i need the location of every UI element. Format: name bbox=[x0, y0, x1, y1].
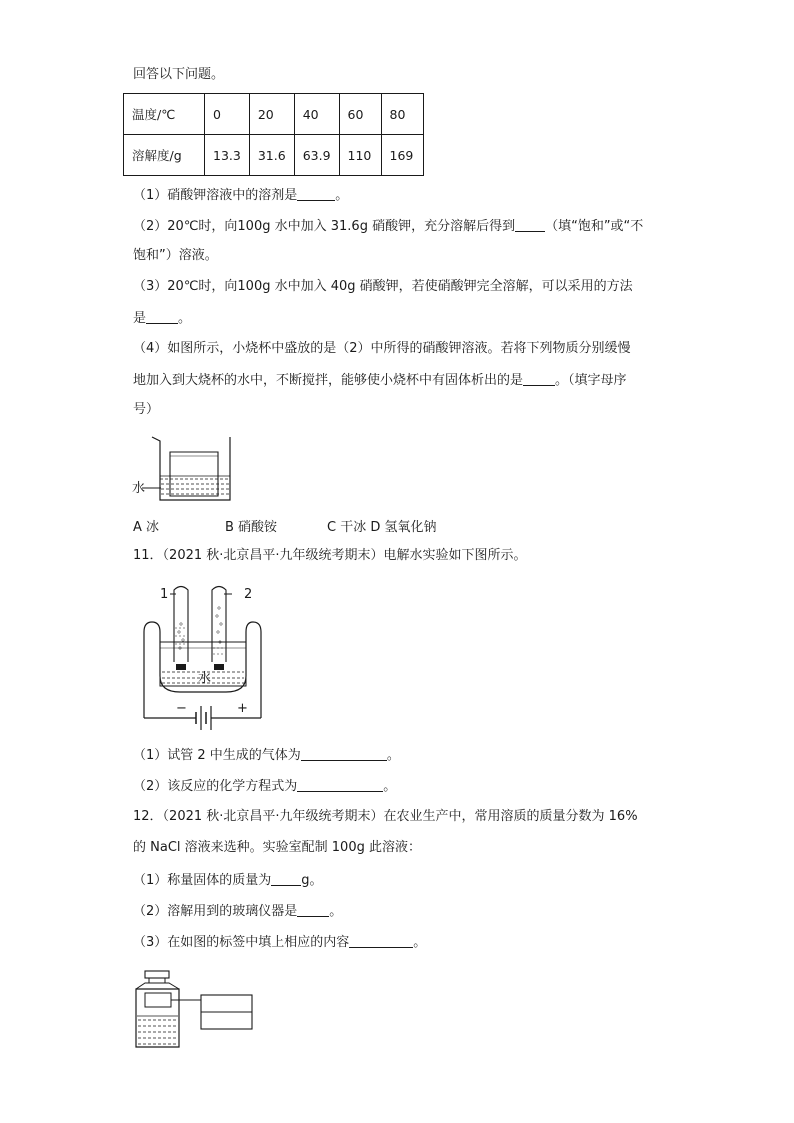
q12-part1 bbox=[133, 871, 323, 890]
q10-part3a: （3）20℃时，向100g 水中加入 40g 硝酸钾，若使硝酸钾完全溶解，可以采用的方法 bbox=[133, 279, 633, 294]
table-cell: 温度/℃ bbox=[124, 94, 205, 135]
q12-part2-end: 。 bbox=[329, 904, 343, 919]
answer-blank[interactable] bbox=[297, 902, 329, 917]
answer-blank[interactable] bbox=[523, 371, 555, 386]
q10-part4a: （4）如图所示，小烧杯中盛放的是（2）中所得的硝酸钾溶液。若将下列物质分别缓慢 bbox=[133, 341, 631, 356]
q12-part3 bbox=[133, 933, 426, 952]
tube1-label: 1 bbox=[160, 587, 169, 602]
q10-part3b-end: 。 bbox=[178, 311, 192, 326]
q10-part1-text: （1）硝酸钾溶液中的溶剂是 bbox=[133, 188, 298, 203]
q11-part2-text: （2）该反应的化学方程式为 bbox=[133, 779, 298, 794]
table-cell: 20 bbox=[249, 94, 294, 135]
q12-part2-text: （2）溶解用到的玻璃仪器是 bbox=[133, 904, 298, 919]
table-cell: 0 bbox=[205, 94, 250, 135]
table-cell: 169 bbox=[381, 135, 423, 176]
answer-blank[interactable] bbox=[297, 777, 383, 792]
q11-part2-end: 。 bbox=[383, 779, 397, 794]
q10-part2a-text: （2）20℃时，向100g 水中加入 31.6g 硝酸钾，充分溶解后得到 bbox=[133, 219, 516, 234]
q11-part1 bbox=[133, 746, 400, 765]
q12-part1-end: g。 bbox=[301, 873, 323, 888]
answer-blank[interactable] bbox=[349, 933, 413, 948]
table-cell: 110 bbox=[339, 135, 381, 176]
table-cell: 溶解度/g bbox=[124, 135, 205, 176]
q12-title-a: 12．（2021 秋·北京昌平·九年级统考期末）在农业生产中，常用溶质的质量分数为 16% bbox=[133, 809, 638, 824]
q11-title: 11．（2021 秋·北京昌平·九年级统考期末）电解水实验如下图所示。 bbox=[133, 548, 527, 563]
solubility-table bbox=[123, 93, 424, 176]
q10-part4b bbox=[133, 371, 627, 390]
reagent-bottle-figure bbox=[133, 970, 258, 1050]
q10-part2a bbox=[133, 217, 643, 236]
q12-part2 bbox=[133, 902, 342, 921]
q12-part3-text: （3）在如图的标签中填上相应的内容 bbox=[133, 935, 350, 950]
q11-part2 bbox=[133, 777, 396, 796]
intro-text: 回答以下问题。 bbox=[133, 67, 225, 82]
beaker-figure bbox=[130, 430, 240, 505]
table-row bbox=[124, 94, 424, 135]
answer-blank[interactable] bbox=[146, 309, 178, 324]
water-label: 水 bbox=[132, 481, 146, 496]
plus-label: + bbox=[237, 701, 248, 716]
q10-part1 bbox=[133, 186, 348, 205]
table-cell: 40 bbox=[294, 94, 339, 135]
table-row bbox=[124, 135, 424, 176]
table-cell: 80 bbox=[381, 94, 423, 135]
q10-part3b bbox=[133, 309, 191, 328]
q10-part4b-end: 。（填字母序 bbox=[555, 373, 627, 388]
q10-part4c: 号） bbox=[133, 402, 160, 417]
q10-part1-end: 。 bbox=[335, 188, 349, 203]
tube2-label: 2 bbox=[244, 587, 253, 602]
q10-part2a-end: （填“饱和”或“不 bbox=[545, 219, 644, 234]
trough-water-label: 水 bbox=[198, 671, 212, 686]
answer-blank[interactable] bbox=[301, 746, 387, 761]
option-cd[interactable]: C 干冰 D 氢氧化钠 bbox=[327, 520, 437, 535]
answer-blank[interactable] bbox=[297, 186, 335, 201]
q10-part3b-text: 是 bbox=[133, 311, 147, 326]
q10-part2b: 饱和”）溶液。 bbox=[133, 248, 218, 263]
q12-title-b: 的 NaCl 溶液来选种。实验室配制 100g 此溶液： bbox=[133, 840, 421, 855]
answer-blank[interactable] bbox=[515, 217, 545, 232]
table-cell: 60 bbox=[339, 94, 381, 135]
minus-label: − bbox=[176, 701, 187, 716]
table-cell: 31.6 bbox=[249, 135, 294, 176]
table-cell: 13.3 bbox=[205, 135, 250, 176]
q10-part4b-text: 地加入到大烧杯的水中，不断搅拌，能够使小烧杯中有固体析出的是 bbox=[133, 373, 524, 388]
answer-blank[interactable] bbox=[271, 871, 301, 886]
q12-part1-text: （1）称量固体的质量为 bbox=[133, 873, 272, 888]
q12-part3-end: 。 bbox=[413, 935, 427, 950]
table-cell: 63.9 bbox=[294, 135, 339, 176]
option-a[interactable]: A 冰 bbox=[133, 520, 160, 535]
q11-part1-text: （1）试管 2 中生成的气体为 bbox=[133, 748, 301, 763]
option-b[interactable]: B 硝酸铵 bbox=[225, 520, 278, 535]
q11-part1-end: 。 bbox=[386, 748, 400, 763]
